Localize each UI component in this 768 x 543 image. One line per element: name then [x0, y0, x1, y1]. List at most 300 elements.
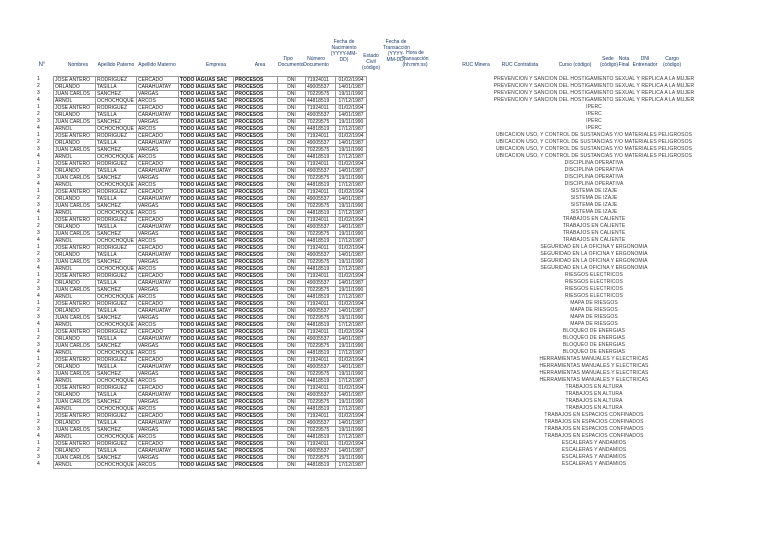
apellido-materno-cell[interactable]: CERCADO	[137, 273, 179, 280]
empresa-cell[interactable]: TODO IAGUAS SAC	[179, 350, 234, 357]
row-number[interactable]: 4	[37, 237, 40, 243]
row-number[interactable]: 1	[37, 160, 40, 166]
curso-cell[interactable]: MAPA DE RIESGOS	[570, 307, 618, 313]
row-number[interactable]: 3	[37, 174, 40, 180]
tipo-documento-cell[interactable]: DNI	[278, 322, 306, 329]
fecha-nacimiento-cell[interactable]: 17/12/1987	[336, 378, 367, 385]
tipo-documento-cell[interactable]: DNI	[278, 217, 306, 224]
fecha-nacimiento-cell[interactable]: 14/01/1987	[336, 308, 367, 315]
apellido-paterno-cell[interactable]: SANCHEZ	[96, 455, 137, 462]
apellido-paterno-cell[interactable]: SANCHEZ	[96, 371, 137, 378]
curso-cell[interactable]: TRABAJOS EN CALIENTE	[562, 223, 626, 229]
fecha-nacimiento-cell[interactable]: 14/01/1987	[336, 420, 367, 427]
numero-documento-cell[interactable]: 71924011	[306, 133, 336, 140]
nombres-cell[interactable]: ARNOL	[54, 434, 96, 441]
fecha-nacimiento-cell[interactable]: 01/02/1994	[336, 189, 367, 196]
empresa-cell[interactable]: TODO IAGUAS SAC	[179, 448, 234, 455]
empresa-cell[interactable]: TODO IAGUAS SAC	[179, 385, 234, 392]
fecha-nacimiento-cell[interactable]: 14/01/1987	[336, 84, 367, 91]
nombres-cell[interactable]: ORLANDO	[54, 336, 96, 343]
row-number[interactable]: 1	[37, 440, 40, 446]
fecha-nacimiento-cell[interactable]: 01/02/1994	[336, 105, 367, 112]
row-number[interactable]: 3	[37, 90, 40, 96]
curso-cell[interactable]: PREVENCION Y SANCION DEL HOSTIGAMIENTO SEXUAL Y REPLICA A LA MUJER	[493, 83, 695, 89]
fecha-nacimiento-cell[interactable]: 14/01/1987	[336, 364, 367, 371]
fecha-nacimiento-cell[interactable]: 19/11/1990	[336, 259, 367, 266]
tipo-documento-cell[interactable]: DNI	[278, 147, 306, 154]
nombres-cell[interactable]: JUAN CARLOS	[54, 175, 96, 182]
numero-documento-cell[interactable]: 44818519	[306, 294, 336, 301]
apellido-materno-cell[interactable]: ARCOS	[137, 322, 179, 329]
tipo-documento-cell[interactable]: DNI	[278, 441, 306, 448]
row-number[interactable]: 3	[37, 202, 40, 208]
curso-cell[interactable]: MAPA DE RIESGOS	[570, 314, 618, 320]
tipo-documento-cell[interactable]: DNI	[278, 371, 306, 378]
curso-cell[interactable]: IPERC	[586, 104, 602, 110]
numero-documento-cell[interactable]: 49005537	[306, 420, 336, 427]
fecha-nacimiento-cell[interactable]: 14/01/1987	[336, 252, 367, 259]
tipo-documento-cell[interactable]: DNI	[278, 119, 306, 126]
nombres-cell[interactable]: JUAN CARLOS	[54, 343, 96, 350]
curso-cell[interactable]: RIESGOS ELECTRICOS	[565, 272, 623, 278]
area-cell[interactable]: PROCESOS	[234, 91, 278, 98]
curso-cell[interactable]: SISTEMA DE IZAJE	[570, 195, 618, 201]
numero-documento-cell[interactable]: 49005537	[306, 308, 336, 315]
tipo-documento-cell[interactable]: DNI	[278, 357, 306, 364]
row-number[interactable]: 3	[37, 370, 40, 376]
apellido-materno-cell[interactable]: CARAHUATAY	[137, 196, 179, 203]
empresa-cell[interactable]: TODO IAGUAS SAC	[179, 84, 234, 91]
nombres-cell[interactable]: ARNOL	[54, 266, 96, 273]
tipo-documento-cell[interactable]: DNI	[278, 343, 306, 350]
curso-cell[interactable]: RIESGOS ELECTRICOS	[565, 293, 623, 299]
nombres-cell[interactable]: JOSE ANTERO	[54, 357, 96, 364]
empresa-cell[interactable]: TODO IAGUAS SAC	[179, 203, 234, 210]
area-cell[interactable]: PROCESOS	[234, 462, 278, 469]
row-number[interactable]: 1	[37, 76, 40, 82]
curso-cell[interactable]: BLOQUEO DE ENERGIAS	[562, 328, 626, 334]
numero-documento-cell[interactable]: 49005537	[306, 392, 336, 399]
nombres-cell[interactable]: ARNOL	[54, 322, 96, 329]
area-cell[interactable]: PROCESOS	[234, 371, 278, 378]
area-cell[interactable]: PROCESOS	[234, 238, 278, 245]
apellido-materno-cell[interactable]: ARCOS	[137, 294, 179, 301]
tipo-documento-cell[interactable]: DNI	[278, 77, 306, 84]
nombres-cell[interactable]: ARNOL	[54, 126, 96, 133]
apellido-paterno-cell[interactable]: OCHOCHOQUE	[96, 182, 137, 189]
apellido-paterno-cell[interactable]: TASILLA	[96, 280, 137, 287]
area-cell[interactable]: PROCESOS	[234, 210, 278, 217]
row-number[interactable]: 3	[37, 230, 40, 236]
row-number[interactable]: 3	[37, 454, 40, 460]
tipo-documento-cell[interactable]: DNI	[278, 413, 306, 420]
apellido-materno-cell[interactable]: VARGAS	[137, 231, 179, 238]
area-cell[interactable]: PROCESOS	[234, 434, 278, 441]
empresa-cell[interactable]: TODO IAGUAS SAC	[179, 77, 234, 84]
apellido-materno-cell[interactable]: ARCOS	[137, 210, 179, 217]
curso-cell[interactable]: ESCALERAS Y ANDAMIOS	[561, 447, 627, 453]
numero-documento-cell[interactable]: 49005537	[306, 140, 336, 147]
row-number[interactable]: 1	[37, 328, 40, 334]
tipo-documento-cell[interactable]: DNI	[278, 91, 306, 98]
numero-documento-cell[interactable]: 70229575	[306, 455, 336, 462]
tipo-documento-cell[interactable]: DNI	[278, 133, 306, 140]
apellido-paterno-cell[interactable]: SANCHEZ	[96, 287, 137, 294]
area-cell[interactable]: PROCESOS	[234, 77, 278, 84]
numero-documento-cell[interactable]: 44818519	[306, 182, 336, 189]
numero-documento-cell[interactable]: 49005537	[306, 336, 336, 343]
area-cell[interactable]: PROCESOS	[234, 280, 278, 287]
area-cell[interactable]: PROCESOS	[234, 273, 278, 280]
tipo-documento-cell[interactable]: DNI	[278, 427, 306, 434]
nombres-cell[interactable]: ARNOL	[54, 98, 96, 105]
area-cell[interactable]: PROCESOS	[234, 329, 278, 336]
empresa-cell[interactable]: TODO IAGUAS SAC	[179, 329, 234, 336]
fecha-nacimiento-cell[interactable]: 17/12/1987	[336, 350, 367, 357]
nombres-cell[interactable]: ARNOL	[54, 378, 96, 385]
apellido-materno-cell[interactable]: VARGAS	[137, 91, 179, 98]
curso-cell[interactable]: DISCIPLINA OPERATIVA	[564, 167, 624, 173]
area-cell[interactable]: PROCESOS	[234, 308, 278, 315]
fecha-nacimiento-cell[interactable]: 01/02/1994	[336, 245, 367, 252]
row-number[interactable]: 3	[37, 342, 40, 348]
empresa-cell[interactable]: TODO IAGUAS SAC	[179, 133, 234, 140]
nombres-cell[interactable]: JOSE ANTERO	[54, 329, 96, 336]
row-number[interactable]: 3	[37, 258, 40, 264]
nombres-cell[interactable]: JOSE ANTERO	[54, 133, 96, 140]
empresa-cell[interactable]: TODO IAGUAS SAC	[179, 336, 234, 343]
apellido-materno-cell[interactable]: CERCADO	[137, 105, 179, 112]
curso-cell[interactable]: UBICACION USO, Y CONTROL DE SUSTANCIAS Y/O MATERIALES PELIGROSOS	[495, 153, 693, 159]
apellido-paterno-cell[interactable]: SANCHEZ	[96, 343, 137, 350]
numero-documento-cell[interactable]: 70229575	[306, 203, 336, 210]
curso-cell[interactable]: TRABAJOS EN ALTURA	[565, 384, 623, 390]
area-cell[interactable]: PROCESOS	[234, 154, 278, 161]
apellido-materno-cell[interactable]: ARCOS	[137, 126, 179, 133]
area-cell[interactable]: PROCESOS	[234, 189, 278, 196]
numero-documento-cell[interactable]: 49005537	[306, 84, 336, 91]
row-number[interactable]: 2	[37, 251, 40, 257]
apellido-materno-cell[interactable]: CERCADO	[137, 413, 179, 420]
fecha-nacimiento-cell[interactable]: 19/11/1990	[336, 287, 367, 294]
curso-cell[interactable]: SISTEMA DE IZAJE	[570, 202, 618, 208]
apellido-paterno-cell[interactable]: TASILLA	[96, 140, 137, 147]
row-number[interactable]: 2	[37, 139, 40, 145]
curso-cell[interactable]: MAPA DE RIESGOS	[570, 321, 618, 327]
nombres-cell[interactable]: JOSE ANTERO	[54, 161, 96, 168]
row-number[interactable]: 4	[37, 377, 40, 383]
tipo-documento-cell[interactable]: DNI	[278, 420, 306, 427]
apellido-materno-cell[interactable]: VARGAS	[137, 175, 179, 182]
curso-cell[interactable]: IPERC	[586, 125, 602, 131]
apellido-materno-cell[interactable]: CERCADO	[137, 357, 179, 364]
numero-documento-cell[interactable]: 44818519	[306, 350, 336, 357]
numero-documento-cell[interactable]: 44818519	[306, 126, 336, 133]
numero-documento-cell[interactable]: 44818519	[306, 406, 336, 413]
apellido-paterno-cell[interactable]: SANCHEZ	[96, 119, 137, 126]
apellido-materno-cell[interactable]: VARGAS	[137, 287, 179, 294]
curso-cell[interactable]: TRABAJOS EN ALTURA	[565, 391, 623, 397]
apellido-paterno-cell[interactable]: OCHOCHOQUE	[96, 266, 137, 273]
numero-documento-cell[interactable]: 71924011	[306, 161, 336, 168]
tipo-documento-cell[interactable]: DNI	[278, 301, 306, 308]
apellido-materno-cell[interactable]: VARGAS	[137, 259, 179, 266]
curso-cell[interactable]: RIESGOS ELECTRICOS	[565, 279, 623, 285]
numero-documento-cell[interactable]: 49005537	[306, 280, 336, 287]
numero-documento-cell[interactable]: 49005537	[306, 196, 336, 203]
nombres-cell[interactable]: JUAN CARLOS	[54, 455, 96, 462]
numero-documento-cell[interactable]: 49005537	[306, 364, 336, 371]
area-cell[interactable]: PROCESOS	[234, 294, 278, 301]
tipo-documento-cell[interactable]: DNI	[278, 462, 306, 469]
area-cell[interactable]: PROCESOS	[234, 196, 278, 203]
tipo-documento-cell[interactable]: DNI	[278, 105, 306, 112]
empresa-cell[interactable]: TODO IAGUAS SAC	[179, 245, 234, 252]
apellido-paterno-cell[interactable]: RODRIGUEZ	[96, 133, 137, 140]
row-number[interactable]: 4	[37, 433, 40, 439]
numero-documento-cell[interactable]: 71924011	[306, 245, 336, 252]
area-cell[interactable]: PROCESOS	[234, 399, 278, 406]
row-number[interactable]: 3	[37, 398, 40, 404]
empresa-cell[interactable]: TODO IAGUAS SAC	[179, 105, 234, 112]
apellido-materno-cell[interactable]: CARAHUATAY	[137, 252, 179, 259]
empresa-cell[interactable]: TODO IAGUAS SAC	[179, 301, 234, 308]
apellido-materno-cell[interactable]: ARCOS	[137, 350, 179, 357]
apellido-paterno-cell[interactable]: RODRIGUEZ	[96, 357, 137, 364]
tipo-documento-cell[interactable]: DNI	[278, 154, 306, 161]
nombres-cell[interactable]: JOSE ANTERO	[54, 189, 96, 196]
numero-documento-cell[interactable]: 49005537	[306, 112, 336, 119]
empresa-cell[interactable]: TODO IAGUAS SAC	[179, 322, 234, 329]
row-number[interactable]: 2	[37, 83, 40, 89]
apellido-materno-cell[interactable]: VARGAS	[137, 399, 179, 406]
apellido-materno-cell[interactable]: VARGAS	[137, 343, 179, 350]
fecha-nacimiento-cell[interactable]: 01/02/1994	[336, 133, 367, 140]
numero-documento-cell[interactable]: 70229575	[306, 427, 336, 434]
curso-cell[interactable]: SEGURIDAD EN LA OFICINA Y ERGONOMIA	[540, 251, 648, 257]
tipo-documento-cell[interactable]: DNI	[278, 336, 306, 343]
curso-cell[interactable]: SEGURIDAD EN LA OFICINA Y ERGONOMIA	[540, 258, 648, 264]
apellido-materno-cell[interactable]: VARGAS	[137, 119, 179, 126]
row-number[interactable]: 3	[37, 118, 40, 124]
curso-cell[interactable]: TRABAJOS EN CALIENTE	[562, 216, 626, 222]
fecha-nacimiento-cell[interactable]: 01/02/1994	[336, 301, 367, 308]
fecha-nacimiento-cell[interactable]: 14/01/1987	[336, 280, 367, 287]
tipo-documento-cell[interactable]: DNI	[278, 231, 306, 238]
empresa-cell[interactable]: TODO IAGUAS SAC	[179, 119, 234, 126]
tipo-documento-cell[interactable]: DNI	[278, 238, 306, 245]
apellido-materno-cell[interactable]: CERCADO	[137, 441, 179, 448]
row-number[interactable]: 2	[37, 419, 40, 425]
fecha-nacimiento-cell[interactable]: 19/11/1990	[336, 315, 367, 322]
numero-documento-cell[interactable]: 49005537	[306, 448, 336, 455]
numero-documento-cell[interactable]: 44818519	[306, 98, 336, 105]
numero-documento-cell[interactable]: 44818519	[306, 154, 336, 161]
apellido-materno-cell[interactable]: ARCOS	[137, 154, 179, 161]
empresa-cell[interactable]: TODO IAGUAS SAC	[179, 231, 234, 238]
numero-documento-cell[interactable]: 70229575	[306, 371, 336, 378]
empresa-cell[interactable]: TODO IAGUAS SAC	[179, 364, 234, 371]
apellido-paterno-cell[interactable]: OCHOCHOQUE	[96, 154, 137, 161]
empresa-cell[interactable]: TODO IAGUAS SAC	[179, 266, 234, 273]
nombres-cell[interactable]: JUAN CARLOS	[54, 371, 96, 378]
area-cell[interactable]: PROCESOS	[234, 392, 278, 399]
tipo-documento-cell[interactable]: DNI	[278, 455, 306, 462]
area-cell[interactable]: PROCESOS	[234, 287, 278, 294]
fecha-nacimiento-cell[interactable]: 14/01/1987	[336, 224, 367, 231]
fecha-nacimiento-cell[interactable]: 17/12/1987	[336, 210, 367, 217]
row-number[interactable]: 3	[37, 286, 40, 292]
curso-cell[interactable]: DISCIPLINA OPERATIVA	[564, 181, 624, 187]
area-cell[interactable]: PROCESOS	[234, 315, 278, 322]
curso-cell[interactable]: HERRAMIENTAS MANUALES Y ELECTRICAS	[539, 370, 649, 376]
numero-documento-cell[interactable]: 71924011	[306, 357, 336, 364]
row-number[interactable]: 2	[37, 307, 40, 313]
apellido-paterno-cell[interactable]: OCHOCHOQUE	[96, 238, 137, 245]
apellido-paterno-cell[interactable]: TASILLA	[96, 196, 137, 203]
tipo-documento-cell[interactable]: DNI	[278, 196, 306, 203]
curso-cell[interactable]: PREVENCION Y SANCION DEL HOSTIGAMIENTO SEXUAL Y REPLICA A LA MUJER	[493, 76, 695, 82]
apellido-paterno-cell[interactable]: RODRIGUEZ	[96, 301, 137, 308]
curso-cell[interactable]: BLOQUEO DE ENERGIAS	[562, 349, 626, 355]
empresa-cell[interactable]: TODO IAGUAS SAC	[179, 287, 234, 294]
fecha-nacimiento-cell[interactable]: 01/02/1994	[336, 329, 367, 336]
nombres-cell[interactable]: JOSE ANTERO	[54, 245, 96, 252]
curso-cell[interactable]: RIESGOS ELECTRICOS	[565, 286, 623, 292]
fecha-nacimiento-cell[interactable]: 01/02/1994	[336, 161, 367, 168]
curso-cell[interactable]: BLOQUEO DE ENERGIAS	[562, 335, 626, 341]
fecha-nacimiento-cell[interactable]: 17/12/1987	[336, 126, 367, 133]
empresa-cell[interactable]: TODO IAGUAS SAC	[179, 357, 234, 364]
tipo-documento-cell[interactable]: DNI	[278, 84, 306, 91]
apellido-paterno-cell[interactable]: TASILLA	[96, 224, 137, 231]
row-number[interactable]: 2	[37, 279, 40, 285]
numero-documento-cell[interactable]: 44818519	[306, 462, 336, 469]
empresa-cell[interactable]: TODO IAGUAS SAC	[179, 420, 234, 427]
nombres-cell[interactable]: ARNOL	[54, 406, 96, 413]
apellido-paterno-cell[interactable]: SANCHEZ	[96, 91, 137, 98]
row-number[interactable]: 3	[37, 146, 40, 152]
fecha-nacimiento-cell[interactable]: 14/01/1987	[336, 112, 367, 119]
tipo-documento-cell[interactable]: DNI	[278, 294, 306, 301]
apellido-paterno-cell[interactable]: OCHOCHOQUE	[96, 378, 137, 385]
apellido-materno-cell[interactable]: CARAHUATAY	[137, 280, 179, 287]
nombres-cell[interactable]: JUAN CARLOS	[54, 147, 96, 154]
area-cell[interactable]: PROCESOS	[234, 224, 278, 231]
curso-cell[interactable]: ESCALERAS Y ANDAMIOS	[561, 440, 627, 446]
numero-documento-cell[interactable]: 70229575	[306, 287, 336, 294]
area-cell[interactable]: PROCESOS	[234, 343, 278, 350]
area-cell[interactable]: PROCESOS	[234, 126, 278, 133]
nombres-cell[interactable]: ORLANDO	[54, 280, 96, 287]
nombres-cell[interactable]: JOSE ANTERO	[54, 301, 96, 308]
tipo-documento-cell[interactable]: DNI	[278, 189, 306, 196]
apellido-paterno-cell[interactable]: RODRIGUEZ	[96, 441, 137, 448]
empresa-cell[interactable]: TODO IAGUAS SAC	[179, 175, 234, 182]
curso-cell[interactable]: TRABAJOS EN CALIENTE	[562, 230, 626, 236]
numero-documento-cell[interactable]: 71924011	[306, 413, 336, 420]
numero-documento-cell[interactable]: 70229575	[306, 231, 336, 238]
numero-documento-cell[interactable]: 44818519	[306, 266, 336, 273]
apellido-materno-cell[interactable]: ARCOS	[137, 98, 179, 105]
tipo-documento-cell[interactable]: DNI	[278, 98, 306, 105]
empresa-cell[interactable]: TODO IAGUAS SAC	[179, 308, 234, 315]
curso-cell[interactable]: TRABAJOS EN ESPACIOS CONFINADOS	[544, 426, 644, 432]
empresa-cell[interactable]: TODO IAGUAS SAC	[179, 399, 234, 406]
nombres-cell[interactable]: ARNOL	[54, 462, 96, 469]
row-number[interactable]: 1	[37, 244, 40, 250]
nombres-cell[interactable]: ORLANDO	[54, 392, 96, 399]
numero-documento-cell[interactable]: 70229575	[306, 147, 336, 154]
empresa-cell[interactable]: TODO IAGUAS SAC	[179, 462, 234, 469]
area-cell[interactable]: PROCESOS	[234, 203, 278, 210]
empresa-cell[interactable]: TODO IAGUAS SAC	[179, 112, 234, 119]
curso-cell[interactable]: IPERC	[586, 111, 602, 117]
curso-cell[interactable]: UBICACION USO, Y CONTROL DE SUSTANCIAS Y/O MATERIALES PELIGROSOS	[495, 132, 693, 138]
curso-cell[interactable]: TRABAJOS EN ESPACIOS CONFINADOS	[544, 412, 644, 418]
row-number[interactable]: 1	[37, 356, 40, 362]
apellido-materno-cell[interactable]: VARGAS	[137, 427, 179, 434]
apellido-paterno-cell[interactable]: OCHOCHOQUE	[96, 462, 137, 469]
tipo-documento-cell[interactable]: DNI	[278, 364, 306, 371]
apellido-materno-cell[interactable]: VARGAS	[137, 203, 179, 210]
row-number[interactable]: 2	[37, 363, 40, 369]
row-number[interactable]: 4	[37, 461, 40, 467]
nombres-cell[interactable]: JOSE ANTERO	[54, 273, 96, 280]
numero-documento-cell[interactable]: 70229575	[306, 91, 336, 98]
fecha-nacimiento-cell[interactable]: 19/11/1990	[336, 427, 367, 434]
empresa-cell[interactable]: TODO IAGUAS SAC	[179, 294, 234, 301]
apellido-materno-cell[interactable]: CARAHUATAY	[137, 168, 179, 175]
apellido-paterno-cell[interactable]: TASILLA	[96, 308, 137, 315]
area-cell[interactable]: PROCESOS	[234, 420, 278, 427]
area-cell[interactable]: PROCESOS	[234, 301, 278, 308]
empresa-cell[interactable]: TODO IAGUAS SAC	[179, 154, 234, 161]
fecha-nacimiento-cell[interactable]: 14/01/1987	[336, 336, 367, 343]
row-number[interactable]: 2	[37, 167, 40, 173]
fecha-nacimiento-cell[interactable]: 19/11/1990	[336, 203, 367, 210]
empresa-cell[interactable]: TODO IAGUAS SAC	[179, 371, 234, 378]
fecha-nacimiento-cell[interactable]: 19/11/1990	[336, 91, 367, 98]
fecha-nacimiento-cell[interactable]: 19/11/1990	[336, 175, 367, 182]
apellido-paterno-cell[interactable]: TASILLA	[96, 84, 137, 91]
numero-documento-cell[interactable]: 70229575	[306, 259, 336, 266]
fecha-nacimiento-cell[interactable]: 17/12/1987	[336, 322, 367, 329]
apellido-materno-cell[interactable]: ARCOS	[137, 378, 179, 385]
curso-cell[interactable]: SEGURIDAD EN LA OFICINA Y ERGONOMIA	[540, 244, 648, 250]
tipo-documento-cell[interactable]: DNI	[278, 399, 306, 406]
row-number[interactable]: 4	[37, 321, 40, 327]
nombres-cell[interactable]: JOSE ANTERO	[54, 217, 96, 224]
curso-cell[interactable]: SEGURIDAD EN LA OFICINA Y ERGONOMIA	[540, 265, 648, 271]
apellido-paterno-cell[interactable]: OCHOCHOQUE	[96, 434, 137, 441]
apellido-materno-cell[interactable]: CARAHUATAY	[137, 112, 179, 119]
area-cell[interactable]: PROCESOS	[234, 336, 278, 343]
apellido-paterno-cell[interactable]: OCHOCHOQUE	[96, 322, 137, 329]
tipo-documento-cell[interactable]: DNI	[278, 350, 306, 357]
row-number[interactable]: 4	[37, 349, 40, 355]
tipo-documento-cell[interactable]: DNI	[278, 168, 306, 175]
apellido-materno-cell[interactable]: ARCOS	[137, 266, 179, 273]
curso-cell[interactable]: DISCIPLINA OPERATIVA	[564, 160, 624, 166]
apellido-paterno-cell[interactable]: TASILLA	[96, 252, 137, 259]
area-cell[interactable]: PROCESOS	[234, 441, 278, 448]
nombres-cell[interactable]: JOSE ANTERO	[54, 105, 96, 112]
apellido-materno-cell[interactable]: VARGAS	[137, 455, 179, 462]
row-number[interactable]: 1	[37, 132, 40, 138]
tipo-documento-cell[interactable]: DNI	[278, 287, 306, 294]
row-number[interactable]: 2	[37, 447, 40, 453]
